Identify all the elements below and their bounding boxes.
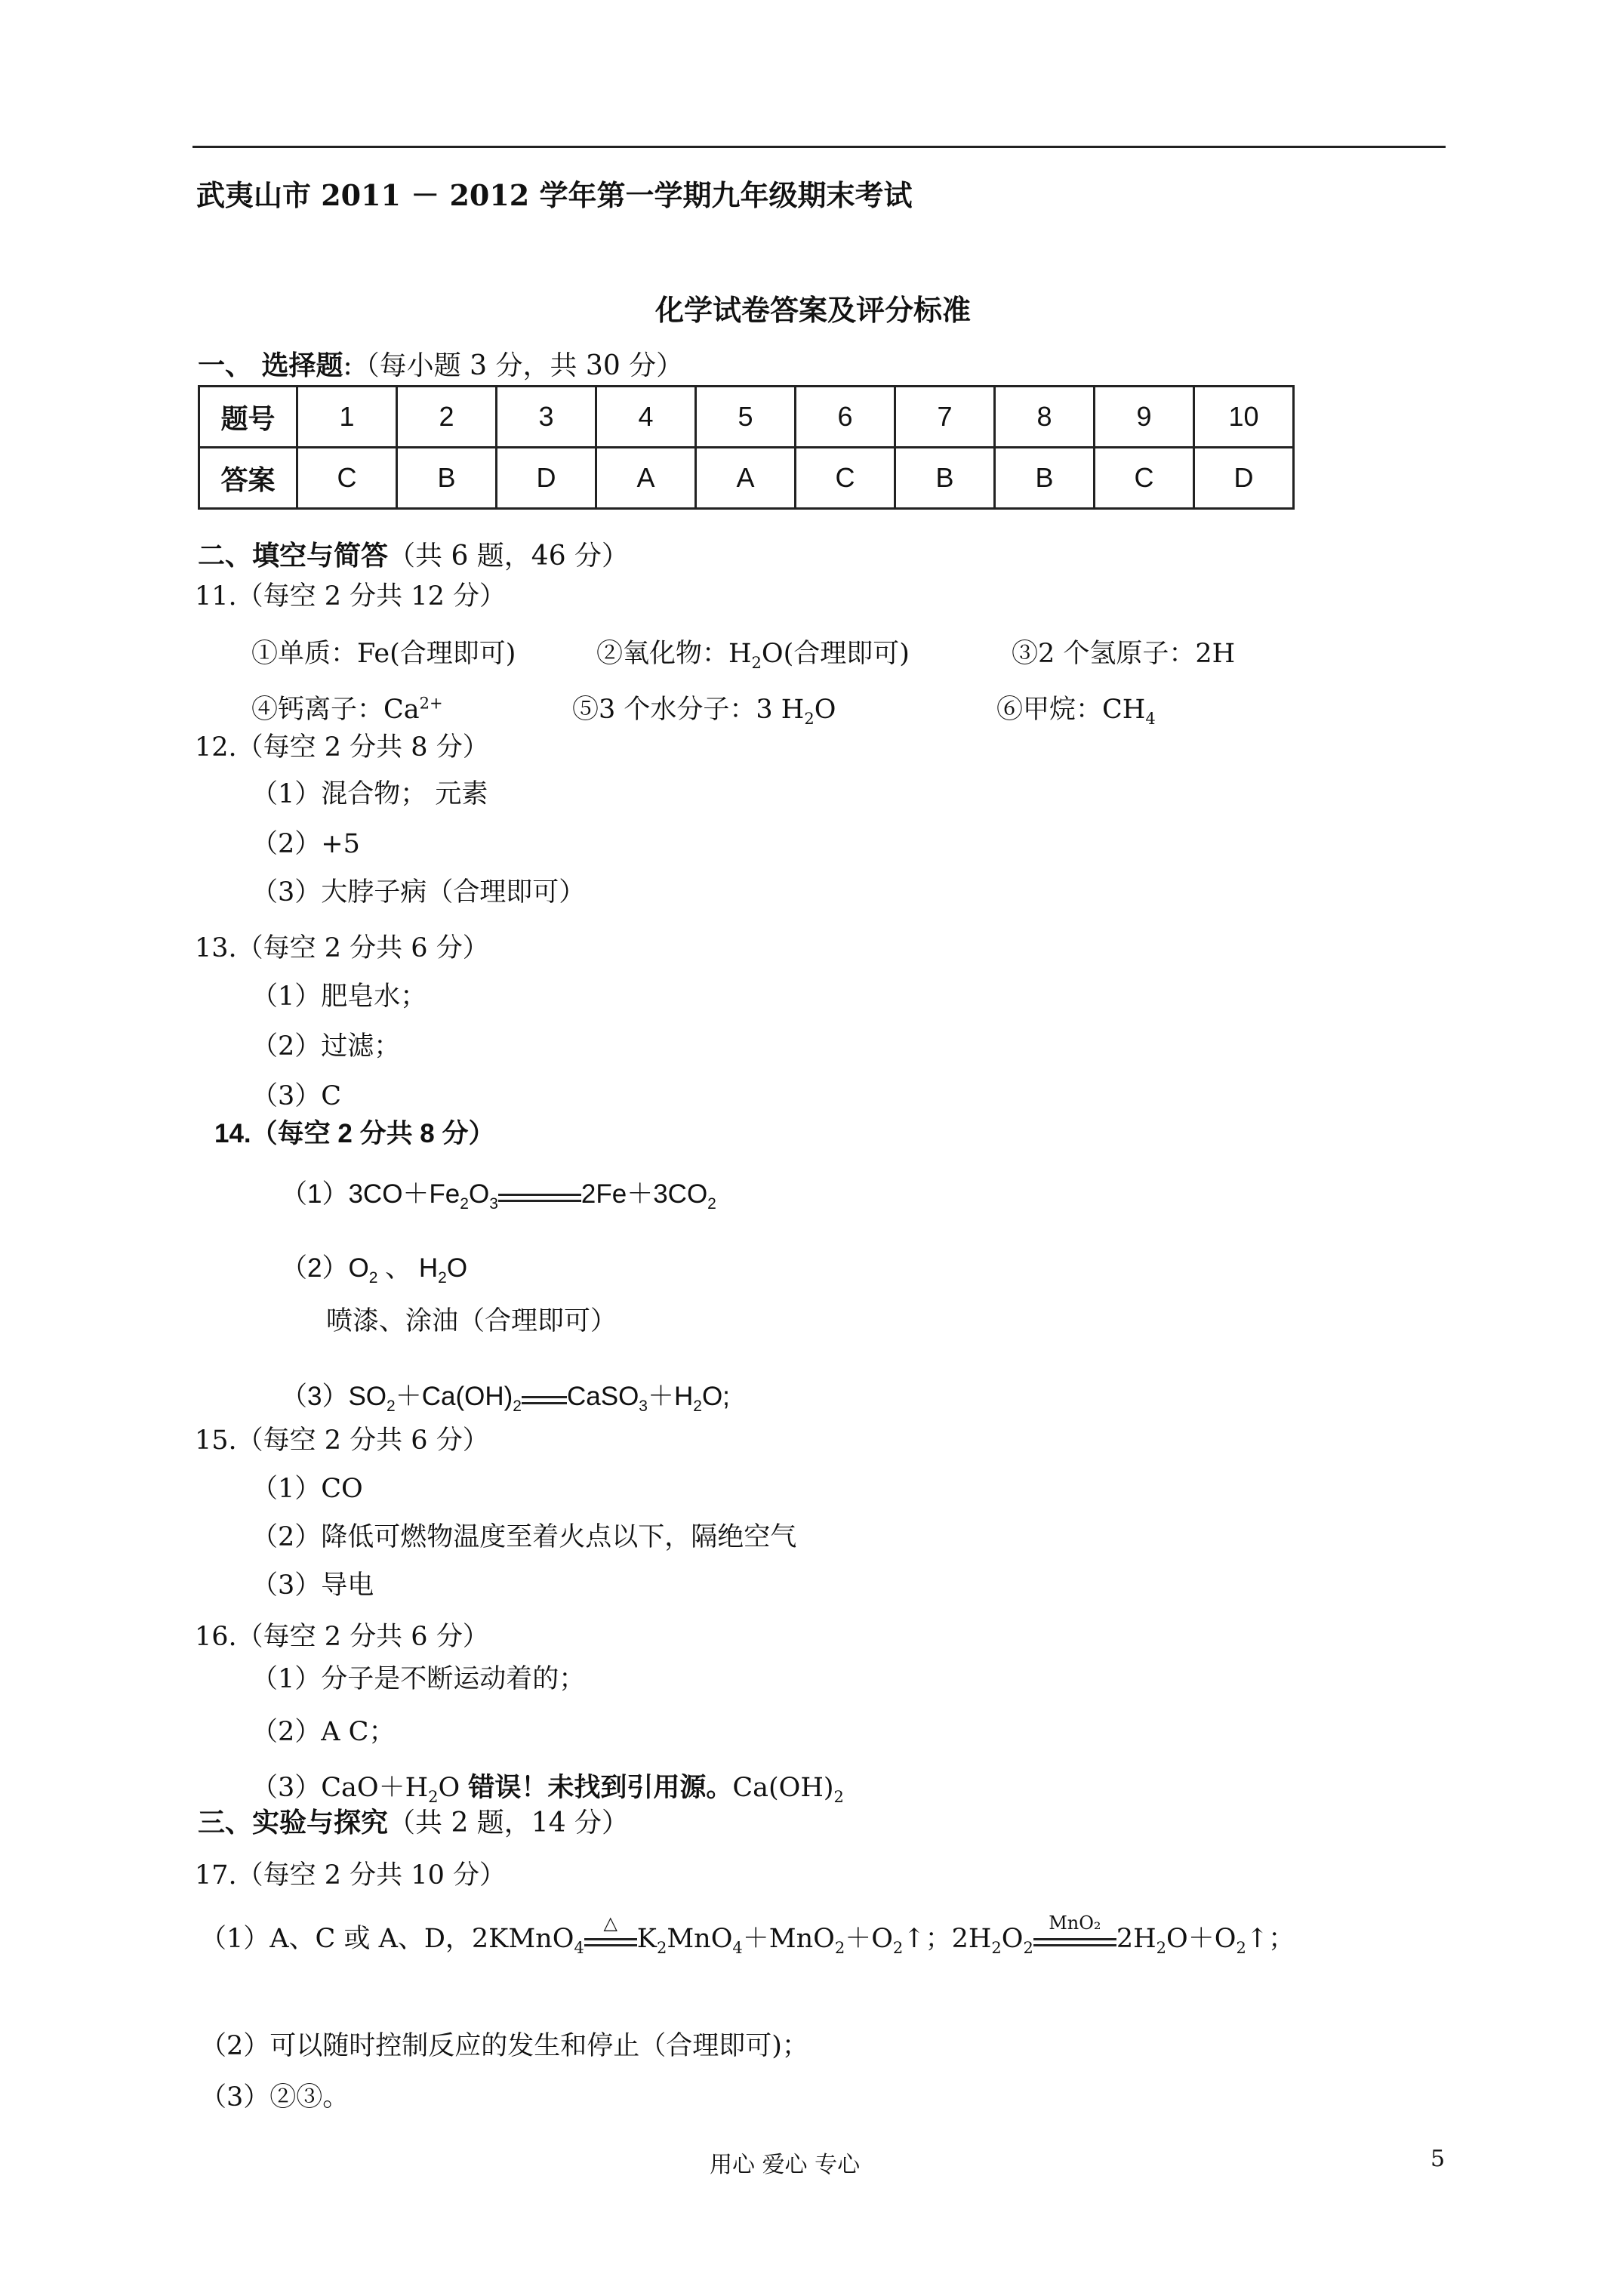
q15-answer-3: （3）导电 — [251, 1570, 374, 1601]
table-cell: B — [397, 448, 497, 509]
q12-answer-1: （1）混合物； 元素 — [251, 779, 488, 809]
table-cell: 3 — [497, 387, 596, 448]
q11-answer-5: ⑤3 个水分子：3 $H_2O$ — [572, 695, 836, 728]
page-title: 武夷山市 2011 － 2012 学年第一学期九年级期末考试 — [196, 178, 913, 212]
table-cell: C — [1095, 448, 1194, 509]
q15-label: 15.（每空 2 分共 6 分） — [195, 1425, 489, 1456]
q15-answer-1: （1）CO — [251, 1474, 363, 1504]
q12-answer-2: （2）+5 — [251, 829, 360, 859]
q13-answer-2: （2）过滤； — [251, 1031, 401, 1062]
q17-label: 17.（每空 2 分共 10 分） — [195, 1860, 506, 1891]
table-cell: B — [995, 448, 1095, 509]
q12-label: 12.（每空 2 分共 8 分） — [195, 732, 489, 763]
header-rule — [192, 146, 1446, 148]
q13-answer-3: （3）C — [251, 1081, 342, 1111]
section1-heading — [198, 344, 683, 383]
row-label-number: 题号 — [199, 387, 297, 448]
table-cell: C — [297, 448, 397, 509]
table-cell: 6 — [796, 387, 895, 448]
section1-note: :（每小题 3 分，共 30 分） — [343, 350, 684, 381]
table-cell: 4 — [596, 387, 696, 448]
q16-answer-1: （1）分子是不断运动着的； — [251, 1664, 586, 1694]
table-cell: C — [796, 448, 895, 509]
reference-error-text: 错误！未找到引用源。 — [468, 1772, 733, 1803]
reaction-arrow — [522, 1387, 567, 1410]
q11-label: 11.（每空 2 分共 12 分） — [195, 581, 506, 612]
section3-heading — [198, 1801, 629, 1840]
table-cell: 1 — [297, 387, 397, 448]
q11-answer-4: ④钙离子：$Ca^{2+}$ — [251, 694, 443, 725]
table-cell: 2 — [397, 387, 497, 448]
table-cell: A — [596, 448, 696, 509]
document-subtitle: 化学试卷答案及评分标准 — [655, 293, 972, 327]
table-cell: 10 — [1194, 387, 1294, 448]
section2-note: （共 6 题，46 分） — [388, 541, 630, 572]
section3-title: 三、实验与探究 — [198, 1807, 389, 1838]
row-label-answer: 答案 — [199, 448, 297, 509]
table-cell: 5 — [696, 387, 796, 448]
q11-answer-3: ③2 个氢原子：2H — [1012, 639, 1236, 669]
table-row-numbers — [199, 387, 1294, 448]
q17-answer-2: （2）可以随时控制反应的发生和停止（合理即可)； — [200, 2031, 808, 2061]
section3-note: （共 2 题，14 分） — [388, 1808, 630, 1838]
q14-answer-2: $(2)O_2$ 、 $H_2O$ — [281, 1253, 468, 1287]
footer-motto: 用心 爱心 专心 — [710, 2152, 861, 2178]
q14-answer-1: $(1)3CO+Fe_2O_3$ $2Fe+3CO_2$ — [281, 1179, 716, 1213]
q11-answer-1: ①单质：Fe(合理即可) — [251, 639, 516, 669]
q11-answer-2: ②氧化物：$H_2O$(合理即可) — [596, 639, 910, 672]
reaction-arrow-catalyst: MnO₂ — [1033, 1929, 1116, 1952]
q14-answer-2-line2: 喷漆、涂油（合理即可） — [326, 1306, 617, 1336]
q16-label: 16.（每空 2 分共 6 分） — [195, 1622, 489, 1652]
section2-title: 二、填空与简答 — [198, 540, 389, 572]
q16-answer-3: $(3)CaO+H_2O$ 错误！未找到引用源。$Ca(OH)_2$ — [251, 1772, 844, 1806]
table-cell: D — [1194, 448, 1294, 509]
q17-answer-1: （1）A、C 或 A、D，2KMnO$_4$ △ $K_2MnO_4+MnO_2+O_2↑$；$2H_2O_2$ MnO₂ $2H_2O+O_2↑$； — [200, 1912, 1295, 1957]
q13-answer-1: （1）肥皂水； — [251, 982, 427, 1012]
table-cell: 7 — [895, 387, 995, 448]
page-number: 5 — [1431, 2146, 1446, 2172]
q15-answer-2: （2）降低可燃物温度至着火点以下，隔绝空气 — [251, 1522, 797, 1552]
answer-table — [198, 385, 1295, 510]
q16-answer-2: （2）A C； — [251, 1717, 396, 1747]
q17-answer-3: （3）②③。 — [200, 2082, 350, 2113]
q13-label: 13.（每空 2 分共 6 分） — [195, 933, 489, 963]
table-cell: 8 — [995, 387, 1095, 448]
table-cell: D — [497, 448, 596, 509]
q14-answer-3: $(3)SO_2+Ca(OH)_2$ $CaSO_3+H_2O$; — [281, 1382, 730, 1415]
table-cell: B — [895, 448, 995, 509]
reaction-arrow-heat: △ — [584, 1929, 637, 1952]
reaction-arrow — [498, 1185, 581, 1207]
section2-heading — [198, 535, 629, 573]
q11-answer-6: ⑥甲烷：$CH_4$ — [996, 695, 1156, 728]
section1-title: 一、 选择题 — [198, 350, 343, 381]
table-cell: 9 — [1095, 387, 1194, 448]
q12-answer-3: （3）大脖子病（合理即可） — [251, 877, 586, 908]
q14-label: 14.（每空 2 分共 8 分） — [214, 1119, 495, 1148]
table-row-answers — [199, 448, 1294, 509]
table-cell: A — [696, 448, 796, 509]
